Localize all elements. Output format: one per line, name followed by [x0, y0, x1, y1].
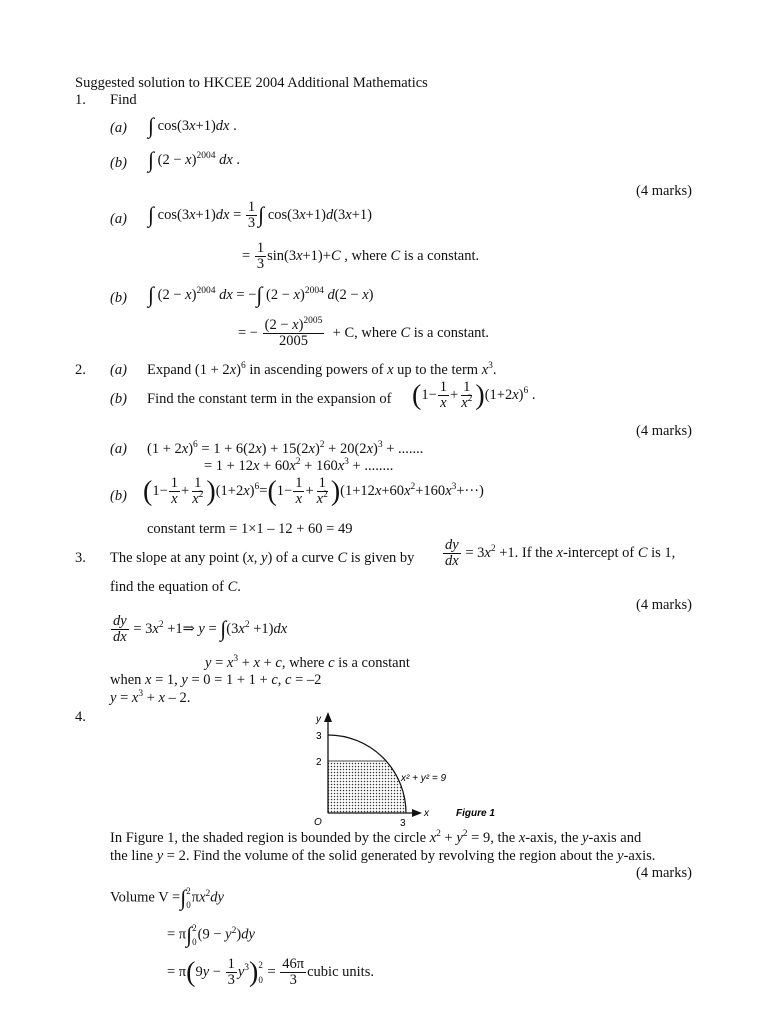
q1-a-expression: ∫ cos(3x+1)dx .	[148, 113, 237, 138]
volume-units: cubic units.	[307, 963, 374, 980]
q2-constant-term: constant term = 1×1 – 12 + 60 = 49	[147, 521, 353, 537]
fig-y-label: y	[316, 714, 321, 725]
q2-sol-a-label: (a)	[110, 441, 127, 457]
q2-b-label: (b)	[110, 391, 127, 407]
q1-sol-b-label: (b)	[110, 290, 127, 306]
q2-sol-a-line1: $(1 + 2x)^6 = 1 + 6(2x) + 15(2x)^2 + 20(2x)^3$ + .......	[147, 440, 424, 457]
q4-volume-line1: Volume V =∫ 2 0 $\pi x^2dy$	[110, 884, 224, 911]
q2-sol-b-label: (b)	[110, 488, 127, 504]
q3-number: 3.	[75, 550, 86, 566]
q4-marks: (4 marks)	[636, 865, 692, 881]
q3-text-line2: find the equation of C.	[110, 579, 241, 595]
q1-b-expression: ∫ $(2 - x)^{2004}$ dx .	[148, 147, 241, 172]
fig-tick-3x: 3	[400, 818, 406, 828]
q2-b-expression: (1− $\frac{1}{x}$ + $\frac{1}{x^2}$ )$(1+2x)^6$ .	[412, 378, 536, 411]
q1-b-label: (b)	[110, 155, 127, 171]
q2-sol-b-expansion: (1− $\frac{1}{x}$ + $\frac{1}{x^2}$ )$(1+2x)^6=(1-$ $\frac{1}{x}$ + $\frac{1}{x^2}$ )$(1+12x+60x^2+160x^3+\cdot\cdot\cdot)$	[143, 474, 484, 507]
fig-caption: Figure 1	[456, 808, 495, 819]
shaded-region	[328, 761, 406, 813]
fig-circle-eq: x² + y² = 9	[401, 773, 447, 784]
q1-sol-b-line1: ∫ $(2 - x)^{2004}$ dx = −∫ $(2 - x)^{2004}$ d(2 − x)	[148, 282, 374, 307]
fig-tick-3y: 3	[316, 731, 322, 742]
q1-a-label: (a)	[110, 120, 127, 136]
q1-prompt: Find	[110, 92, 137, 108]
q1-number: 1.	[75, 92, 86, 108]
q1-sol-b-line2: = − $\frac{(2 - x)^{2005}}{2005}$ + C, where C is a constant.	[238, 316, 490, 350]
document-header: Suggested solution to HKCEE 2004 Additional Mathematics	[75, 75, 428, 91]
volume-label: Volume V =	[110, 889, 181, 906]
q1-sol-a-label: (a)	[110, 211, 127, 227]
q2-number: 2.	[75, 362, 86, 378]
q3-sol-line4: $y = x^3 + x - 2$.	[110, 689, 191, 706]
q1-sol-a-line1: ∫ cos(3x+1)dx = $\frac{1}{3}$ ∫ cos(3x+1)d(3x+1)	[148, 199, 372, 232]
fig-origin: O	[314, 817, 322, 828]
q3-marks: (4 marks)	[636, 597, 692, 613]
q3-sol-line2: $y = x^3 + x + c$, where c is a constant	[205, 654, 410, 671]
q2-marks: (4 marks)	[636, 423, 692, 439]
q2-a-text: Expand $(1 + 2x)^6$ in ascending powers of x up to the term $x^3$.	[147, 361, 497, 378]
q4-text-line2: the line y = 2. Find the volume of the solid generated by revolving the region about the y-axis.	[110, 848, 656, 864]
q3-sol-line1: $\frac{dy}{dx}$ = $3x^2$ +1⇒ $y = \int(3x^2 +1)dx$	[113, 613, 288, 646]
q3-text-line1: The slope at any point (x, y) of a curve C is given by	[110, 550, 415, 566]
q4-text-line1: In Figure 1, the shaded region is bounded by the circle $x^2 + y^2 = 9$, the x-axis, the y-axis and	[110, 829, 642, 846]
q3-sol-line3: when x = 1, y = 0 = 1 + 1 + c, c = –2	[110, 672, 322, 688]
q1-marks: (4 marks)	[636, 183, 692, 199]
q4-volume-line3: = π(9y − $\frac{1}{3}$ $y^3$) 2 0 = $\frac{46\pi}{3}$ cubic units.	[167, 955, 374, 988]
figure-1	[300, 708, 510, 828]
q2-sol-a-line2: = $1 + 12x + 60x^2 + 160x^3$ + ........	[204, 457, 394, 474]
q2-b-text: Find the constant term in the expansion of	[147, 391, 392, 407]
q3-derivative: $\frac{dy}{dx}$ = $3x^2 +1$. If the x-intercept of C is 1,	[445, 537, 676, 570]
q1-sol-a-line2: = $\frac{1}{3}$ sin(3x+1)+C , where C is a constant.	[242, 240, 480, 273]
q2-a-label: (a)	[110, 362, 127, 378]
q4-volume-line2: = π∫ 2 0 $(9 - y^2)dy$	[167, 921, 255, 948]
fig-x-label: x	[424, 808, 429, 819]
fig-tick-2y: 2	[316, 757, 322, 768]
q4-number: 4.	[75, 709, 86, 725]
